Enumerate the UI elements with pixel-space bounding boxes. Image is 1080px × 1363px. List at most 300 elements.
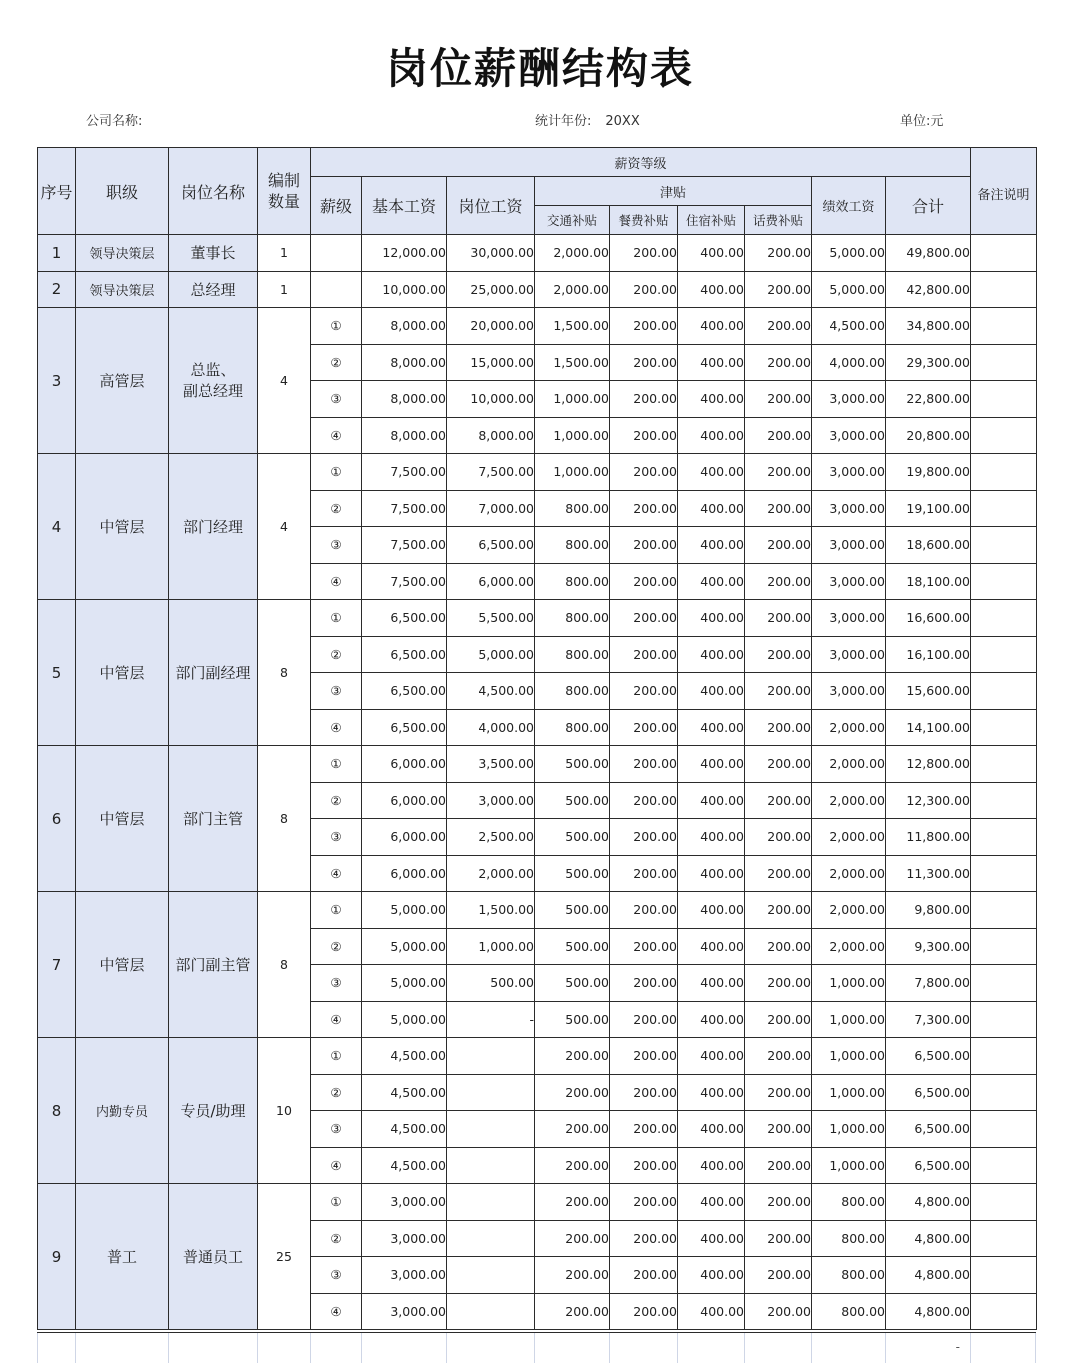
post-cell: 1,500.00 — [447, 892, 535, 929]
base-cell: 7,500.00 — [362, 563, 447, 600]
grade-cell: ① — [311, 746, 362, 783]
remark-cell[interactable] — [971, 1220, 1037, 1257]
meal-cell: 200.00 — [610, 1220, 678, 1257]
post-cell: 7,500.00 — [447, 454, 535, 491]
transport-cell: 200.00 — [535, 1293, 610, 1330]
table-header — [38, 148, 1037, 235]
post-cell: 30,000.00 — [447, 235, 535, 272]
remark-cell[interactable] — [971, 344, 1037, 381]
page-title: 岗位薪酬结构表 — [385, 44, 694, 93]
housing-cell: 400.00 — [678, 1257, 745, 1294]
table-row — [38, 1184, 1037, 1221]
seq-cell: 7 — [38, 892, 76, 1038]
transport-cell: 200.00 — [535, 1220, 610, 1257]
base-cell: 6,000.00 — [362, 746, 447, 783]
remark-cell[interactable] — [971, 1038, 1037, 1075]
base-cell: 6,000.00 — [362, 819, 447, 856]
post-cell: 15,000.00 — [447, 344, 535, 381]
housing-cell: 400.00 — [678, 1147, 745, 1184]
total-cell: 42,800.00 — [886, 271, 971, 308]
base-cell: 6,500.00 — [362, 600, 447, 637]
phone-cell: 200.00 — [745, 454, 812, 491]
meal-cell: 200.00 — [610, 782, 678, 819]
table-row — [38, 308, 1037, 345]
housing-cell: 400.00 — [678, 1220, 745, 1257]
transport-cell: 1,000.00 — [535, 454, 610, 491]
performance-cell: 3,000.00 — [812, 673, 886, 710]
transport-cell: 2,000.00 — [535, 271, 610, 308]
header-performance: 绩效工资 — [812, 177, 886, 235]
header-transport: 交通补贴 — [535, 206, 610, 235]
remark-cell[interactable] — [971, 381, 1037, 418]
transport-cell: 200.00 — [535, 1147, 610, 1184]
seq-cell: 8 — [38, 1038, 76, 1184]
grade-cell: ③ — [311, 673, 362, 710]
total-cell: 19,800.00 — [886, 454, 971, 491]
total-cell: 29,300.00 — [886, 344, 971, 381]
stat-year-value: 20XX — [605, 114, 640, 129]
transport-cell: 800.00 — [535, 673, 610, 710]
remark-cell[interactable] — [971, 636, 1037, 673]
position-cell: 部门副经理 — [169, 600, 258, 746]
post-cell — [447, 1111, 535, 1148]
total-cell: 22,800.00 — [886, 381, 971, 418]
housing-cell: 400.00 — [678, 928, 745, 965]
transport-cell: 200.00 — [535, 1257, 610, 1294]
total-cell: 6,500.00 — [886, 1147, 971, 1184]
meal-cell: 200.00 — [610, 1293, 678, 1330]
rank-cell: 领导决策层 — [76, 235, 169, 272]
table-row — [38, 235, 1037, 272]
housing-cell: 400.00 — [678, 1001, 745, 1038]
phone-cell: 200.00 — [745, 855, 812, 892]
housing-cell: 400.00 — [678, 563, 745, 600]
grade-cell: ④ — [311, 709, 362, 746]
performance-cell: 3,000.00 — [812, 417, 886, 454]
quota-cell: 10 — [258, 1038, 311, 1184]
post-cell: 2,500.00 — [447, 819, 535, 856]
grade-cell: ② — [311, 1220, 362, 1257]
meal-cell: 200.00 — [610, 1074, 678, 1111]
transport-cell: 500.00 — [535, 855, 610, 892]
phone-cell: 200.00 — [745, 563, 812, 600]
header-allowance-group: 津贴 — [535, 177, 812, 206]
position-cell: 总经理 — [169, 271, 258, 308]
grade-cell: ① — [311, 1184, 362, 1221]
transport-cell: 500.00 — [535, 1001, 610, 1038]
performance-cell: 2,000.00 — [812, 709, 886, 746]
post-cell: 10,000.00 — [447, 381, 535, 418]
base-cell: 6,500.00 — [362, 673, 447, 710]
performance-cell: 1,000.00 — [812, 1038, 886, 1075]
transport-cell: 500.00 — [535, 892, 610, 929]
header-meal: 餐费补贴 — [610, 206, 678, 235]
performance-cell: 2,000.00 — [812, 928, 886, 965]
base-cell: 4,500.00 — [362, 1147, 447, 1184]
meal-cell: 200.00 — [610, 1038, 678, 1075]
grade-cell: ② — [311, 344, 362, 381]
grade-cell — [311, 271, 362, 308]
phone-cell: 200.00 — [745, 235, 812, 272]
meal-cell: 200.00 — [610, 928, 678, 965]
meal-cell: 200.00 — [610, 235, 678, 272]
seq-cell: 5 — [38, 600, 76, 746]
transport-cell: 1,500.00 — [535, 344, 610, 381]
performance-cell: 1,000.00 — [812, 1001, 886, 1038]
transport-cell: 500.00 — [535, 782, 610, 819]
phone-cell: 200.00 — [745, 1038, 812, 1075]
grade-cell: ④ — [311, 1001, 362, 1038]
remark-cell[interactable] — [971, 1001, 1037, 1038]
header-phone: 话费补贴 — [745, 206, 812, 235]
performance-cell: 1,000.00 — [812, 965, 886, 1002]
total-cell: 18,100.00 — [886, 563, 971, 600]
table-row — [38, 454, 1037, 491]
phone-cell: 200.00 — [745, 928, 812, 965]
transport-cell: 800.00 — [535, 490, 610, 527]
housing-cell: 400.00 — [678, 819, 745, 856]
performance-cell: 5,000.00 — [812, 271, 886, 308]
base-cell: 8,000.00 — [362, 308, 447, 345]
table-body — [38, 235, 1037, 1330]
remark-cell[interactable] — [971, 1111, 1037, 1148]
grade-cell: ① — [311, 1038, 362, 1075]
grade-cell: ① — [311, 454, 362, 491]
transport-cell: 800.00 — [535, 527, 610, 564]
phone-cell: 200.00 — [745, 1184, 812, 1221]
remark-cell[interactable] — [971, 1074, 1037, 1111]
transport-cell: 200.00 — [535, 1184, 610, 1221]
meal-cell: 200.00 — [610, 490, 678, 527]
phone-cell: 200.00 — [745, 1220, 812, 1257]
grade-cell: ① — [311, 308, 362, 345]
base-cell: 4,500.00 — [362, 1111, 447, 1148]
quota-cell: 8 — [258, 600, 311, 746]
header-total: 合计 — [886, 177, 971, 235]
post-cell: 1,000.00 — [447, 928, 535, 965]
phone-cell: 200.00 — [745, 673, 812, 710]
grade-cell: ③ — [311, 965, 362, 1002]
grade-cell: ④ — [311, 1147, 362, 1184]
post-cell — [447, 1220, 535, 1257]
phone-cell: 200.00 — [745, 709, 812, 746]
base-cell: 3,000.00 — [362, 1184, 447, 1221]
remark-cell[interactable] — [971, 1293, 1037, 1330]
total-cell: 49,800.00 — [886, 235, 971, 272]
remark-cell[interactable] — [971, 928, 1037, 965]
phone-cell: 200.00 — [745, 1074, 812, 1111]
performance-cell: 2,000.00 — [812, 746, 886, 783]
header-grade: 薪级 — [311, 177, 362, 235]
remark-cell[interactable] — [971, 563, 1037, 600]
post-cell: 7,000.00 — [447, 490, 535, 527]
post-cell: 5,000.00 — [447, 636, 535, 673]
grade-cell: ④ — [311, 1293, 362, 1330]
performance-cell: 1,000.00 — [812, 1147, 886, 1184]
post-cell: 20,000.00 — [447, 308, 535, 345]
meal-cell: 200.00 — [610, 673, 678, 710]
base-cell: 8,000.00 — [362, 417, 447, 454]
position-cell: 专员/助理 — [169, 1038, 258, 1184]
rank-cell: 中管层 — [76, 892, 169, 1038]
remark-cell[interactable] — [971, 417, 1037, 454]
total-cell: 4,800.00 — [886, 1184, 971, 1221]
table-footer-strip — [37, 1332, 1036, 1363]
grade-cell: ② — [311, 636, 362, 673]
transport-cell: 1,000.00 — [535, 381, 610, 418]
meal-cell: 200.00 — [610, 819, 678, 856]
base-cell: 8,000.00 — [362, 381, 447, 418]
phone-cell: 200.00 — [745, 819, 812, 856]
transport-cell: 800.00 — [535, 709, 610, 746]
base-cell: 3,000.00 — [362, 1257, 447, 1294]
performance-cell: 1,000.00 — [812, 1111, 886, 1148]
base-cell: 5,000.00 — [362, 928, 447, 965]
performance-cell: 2,000.00 — [812, 782, 886, 819]
grade-cell — [311, 235, 362, 272]
phone-cell: 200.00 — [745, 1257, 812, 1294]
meal-cell: 200.00 — [610, 709, 678, 746]
remark-cell[interactable] — [971, 235, 1037, 272]
total-cell: 4,800.00 — [886, 1220, 971, 1257]
total-cell: 11,800.00 — [886, 819, 971, 856]
post-cell: 4,500.00 — [447, 673, 535, 710]
quota-cell: 8 — [258, 746, 311, 892]
performance-cell: 800.00 — [812, 1257, 886, 1294]
position-cell: 部门副主管 — [169, 892, 258, 1038]
housing-cell: 400.00 — [678, 1293, 745, 1330]
transport-cell: 1,000.00 — [535, 417, 610, 454]
total-cell: 7,300.00 — [886, 1001, 971, 1038]
transport-cell: 500.00 — [535, 928, 610, 965]
base-cell: 4,500.00 — [362, 1074, 447, 1111]
base-cell: 12,000.00 — [362, 235, 447, 272]
transport-cell: 800.00 — [535, 636, 610, 673]
meal-cell: 200.00 — [610, 600, 678, 637]
grade-cell: ② — [311, 782, 362, 819]
quota-cell: 1 — [258, 235, 311, 272]
meal-cell: 200.00 — [610, 381, 678, 418]
base-cell: 8,000.00 — [362, 344, 447, 381]
table-row — [38, 892, 1037, 929]
transport-cell: 200.00 — [535, 1074, 610, 1111]
housing-cell: 400.00 — [678, 344, 745, 381]
post-cell: - — [447, 1001, 535, 1038]
performance-cell: 3,000.00 — [812, 454, 886, 491]
grade-cell: ④ — [311, 417, 362, 454]
grade-cell: ② — [311, 490, 362, 527]
remark-cell[interactable] — [971, 1184, 1037, 1221]
table-row — [38, 600, 1037, 637]
meal-cell: 200.00 — [610, 344, 678, 381]
meal-cell: 200.00 — [610, 1147, 678, 1184]
transport-cell: 200.00 — [535, 1038, 610, 1075]
housing-cell: 400.00 — [678, 1184, 745, 1221]
phone-cell: 200.00 — [745, 1001, 812, 1038]
meal-cell: 200.00 — [610, 746, 678, 783]
remark-cell[interactable] — [971, 271, 1037, 308]
phone-cell: 200.00 — [745, 636, 812, 673]
phone-cell: 200.00 — [745, 746, 812, 783]
performance-cell: 3,000.00 — [812, 527, 886, 564]
housing-cell: 400.00 — [678, 271, 745, 308]
post-cell — [447, 1147, 535, 1184]
grade-cell: ③ — [311, 1257, 362, 1294]
position-cell: 部门主管 — [169, 746, 258, 892]
total-cell: 34,800.00 — [886, 308, 971, 345]
remark-cell[interactable] — [971, 673, 1037, 710]
post-cell: 5,500.00 — [447, 600, 535, 637]
total-cell: 9,300.00 — [886, 928, 971, 965]
meal-cell: 200.00 — [610, 1184, 678, 1221]
header-rank: 职级 — [76, 148, 169, 235]
grade-cell: ④ — [311, 855, 362, 892]
transport-cell: 200.00 — [535, 1111, 610, 1148]
total-cell: 6,500.00 — [886, 1111, 971, 1148]
remark-cell[interactable] — [971, 709, 1037, 746]
total-cell: 4,800.00 — [886, 1293, 971, 1330]
housing-cell: 400.00 — [678, 636, 745, 673]
performance-cell: 4,000.00 — [812, 344, 886, 381]
remark-cell[interactable] — [971, 965, 1037, 1002]
phone-cell: 200.00 — [745, 527, 812, 564]
grade-cell: ④ — [311, 563, 362, 600]
grade-cell: ① — [311, 600, 362, 637]
performance-cell: 3,000.00 — [812, 600, 886, 637]
phone-cell: 200.00 — [745, 892, 812, 929]
meal-cell: 200.00 — [610, 1111, 678, 1148]
header-position: 岗位名称 — [169, 148, 258, 235]
transport-cell: 500.00 — [535, 965, 610, 1002]
performance-cell: 3,000.00 — [812, 381, 886, 418]
table-row — [38, 1038, 1037, 1075]
footer-mark: - — [955, 1340, 960, 1354]
meal-cell: 200.00 — [610, 1001, 678, 1038]
transport-cell: 500.00 — [535, 819, 610, 856]
seq-cell: 6 — [38, 746, 76, 892]
remark-cell[interactable] — [971, 892, 1037, 929]
quota-cell: 4 — [258, 454, 311, 600]
seq-cell: 2 — [38, 271, 76, 308]
housing-cell: 400.00 — [678, 454, 745, 491]
remark-cell[interactable] — [971, 600, 1037, 637]
header-seq: 序号 — [38, 148, 76, 235]
phone-cell: 200.00 — [745, 1147, 812, 1184]
meal-cell: 200.00 — [610, 527, 678, 564]
total-cell: 9,800.00 — [886, 892, 971, 929]
total-cell: 16,100.00 — [886, 636, 971, 673]
housing-cell: 400.00 — [678, 527, 745, 564]
housing-cell: 400.00 — [678, 709, 745, 746]
housing-cell: 400.00 — [678, 1111, 745, 1148]
rank-cell: 中管层 — [76, 600, 169, 746]
base-cell: 6,500.00 — [362, 709, 447, 746]
housing-cell: 400.00 — [678, 673, 745, 710]
transport-cell: 800.00 — [535, 600, 610, 637]
position-cell: 董事长 — [169, 235, 258, 272]
base-cell: 10,000.00 — [362, 271, 447, 308]
transport-cell: 1,500.00 — [535, 308, 610, 345]
grade-cell: ③ — [311, 819, 362, 856]
phone-cell: 200.00 — [745, 381, 812, 418]
total-cell: 19,100.00 — [886, 490, 971, 527]
housing-cell: 400.00 — [678, 600, 745, 637]
seq-cell: 9 — [38, 1184, 76, 1330]
remark-cell[interactable] — [971, 490, 1037, 527]
performance-cell: 3,000.00 — [812, 563, 886, 600]
housing-cell: 400.00 — [678, 381, 745, 418]
grade-cell: ③ — [311, 1111, 362, 1148]
phone-cell: 200.00 — [745, 965, 812, 1002]
housing-cell: 400.00 — [678, 490, 745, 527]
remark-cell[interactable] — [971, 746, 1037, 783]
total-cell: 12,800.00 — [886, 746, 971, 783]
base-cell: 7,500.00 — [362, 527, 447, 564]
base-cell: 5,000.00 — [362, 965, 447, 1002]
post-cell: 6,500.00 — [447, 527, 535, 564]
post-cell — [447, 1257, 535, 1294]
grade-cell: ② — [311, 928, 362, 965]
unit-label: 单位:元 — [900, 114, 944, 129]
housing-cell: 400.00 — [678, 892, 745, 929]
meal-cell: 200.00 — [610, 892, 678, 929]
remark-cell[interactable] — [971, 308, 1037, 345]
base-cell: 4,500.00 — [362, 1038, 447, 1075]
header-post: 岗位工资 — [447, 177, 535, 235]
stat-year — [535, 110, 640, 129]
housing-cell: 400.00 — [678, 855, 745, 892]
post-cell — [447, 1184, 535, 1221]
total-cell: 12,300.00 — [886, 782, 971, 819]
grade-cell: ② — [311, 1074, 362, 1111]
performance-cell: 3,000.00 — [812, 490, 886, 527]
header-remark: 备注说明 — [971, 148, 1037, 235]
base-cell: 6,000.00 — [362, 782, 447, 819]
meal-cell: 200.00 — [610, 308, 678, 345]
phone-cell: 200.00 — [745, 600, 812, 637]
phone-cell: 200.00 — [745, 308, 812, 345]
remark-cell[interactable] — [971, 1257, 1037, 1294]
total-cell: 18,600.00 — [886, 527, 971, 564]
total-cell: 6,500.00 — [886, 1038, 971, 1075]
remark-cell[interactable] — [971, 782, 1037, 819]
post-cell: 2,000.00 — [447, 855, 535, 892]
base-cell: 7,500.00 — [362, 454, 447, 491]
remark-cell[interactable] — [971, 527, 1037, 564]
housing-cell: 400.00 — [678, 417, 745, 454]
remark-cell[interactable] — [971, 1147, 1037, 1184]
housing-cell: 400.00 — [678, 235, 745, 272]
housing-cell: 400.00 — [678, 308, 745, 345]
performance-cell: 5,000.00 — [812, 235, 886, 272]
meal-cell: 200.00 — [610, 271, 678, 308]
header-housing: 住宿补贴 — [678, 206, 745, 235]
remark-cell[interactable] — [971, 819, 1037, 856]
meal-cell: 200.00 — [610, 855, 678, 892]
total-cell: 7,800.00 — [886, 965, 971, 1002]
post-cell: 25,000.00 — [447, 271, 535, 308]
position-cell: 部门经理 — [169, 454, 258, 600]
quota-cell: 25 — [258, 1184, 311, 1330]
housing-cell: 400.00 — [678, 746, 745, 783]
remark-cell[interactable] — [971, 454, 1037, 491]
remark-cell[interactable] — [971, 855, 1037, 892]
base-cell: 5,000.00 — [362, 1001, 447, 1038]
performance-cell: 800.00 — [812, 1220, 886, 1257]
base-cell: 3,000.00 — [362, 1293, 447, 1330]
quota-cell: 1 — [258, 271, 311, 308]
quota-cell: 4 — [258, 308, 311, 454]
